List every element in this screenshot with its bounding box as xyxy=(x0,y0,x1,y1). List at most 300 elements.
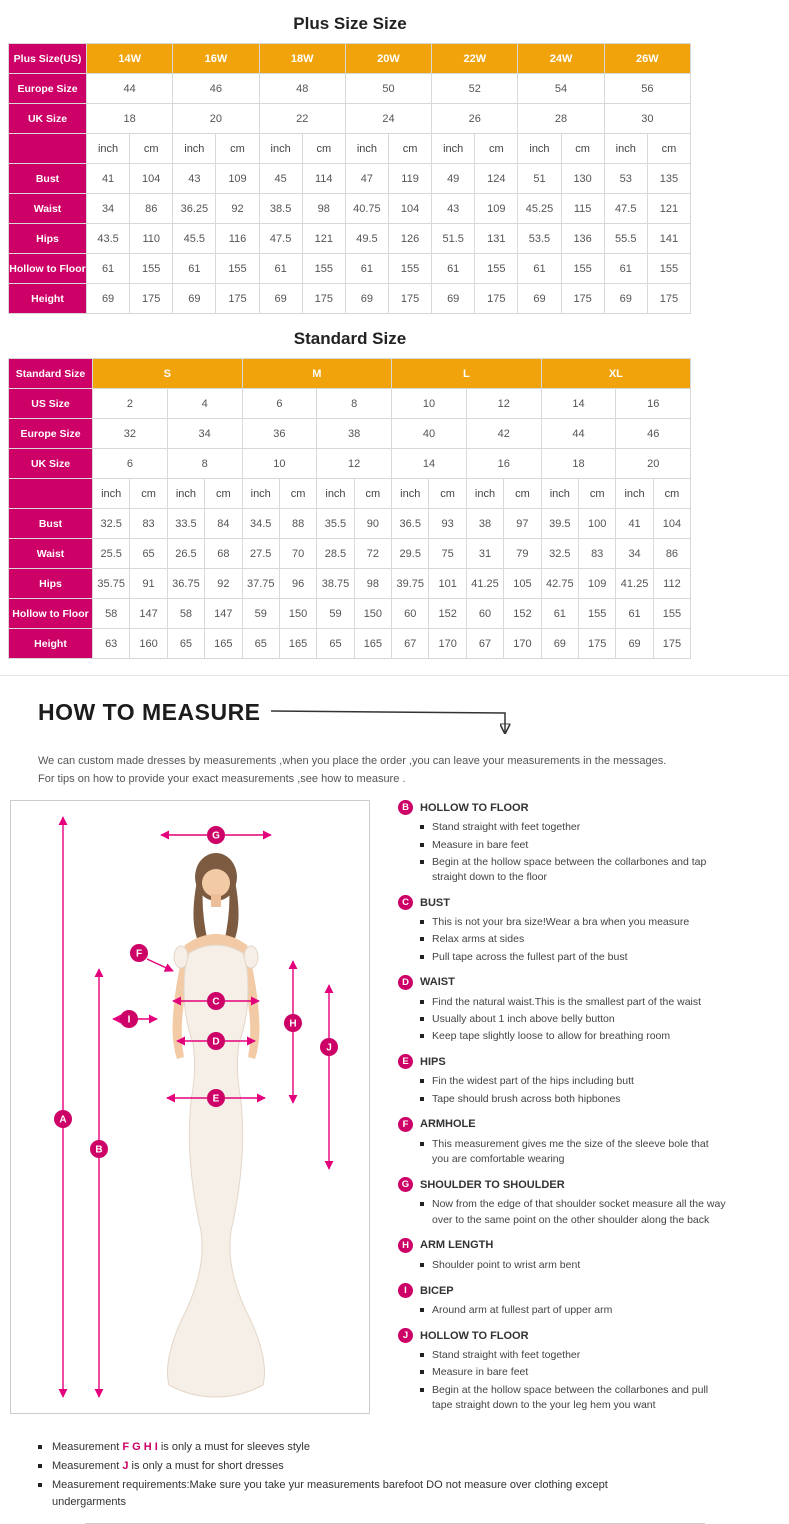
unit-cell: inch xyxy=(518,134,561,164)
value-cell: 49 xyxy=(432,164,475,194)
measurement-note: Measurement requirements:Make sure you take yur measurements barefoot DO not measure over clothing except undergarments xyxy=(38,1477,678,1511)
unit-cell: inch xyxy=(173,134,216,164)
value-cell: 150 xyxy=(354,599,391,629)
row-label-cell: Height xyxy=(9,629,93,659)
value-cell: 53 xyxy=(604,164,647,194)
model-illustration xyxy=(168,853,265,1397)
definition-bullet: Usually about 1 inch above belly button xyxy=(420,1012,728,1027)
badge-f xyxy=(130,944,148,962)
value-cell: 43 xyxy=(173,164,216,194)
unit-cell: cm xyxy=(653,479,690,509)
size-value-cell: 10 xyxy=(242,449,317,479)
row-label-cell: Hollow to Floor xyxy=(9,599,93,629)
svg-text:F: F xyxy=(135,948,143,960)
unit-cell: inch xyxy=(345,134,388,164)
value-cell: 58 xyxy=(93,599,130,629)
value-cell: 65 xyxy=(242,629,279,659)
size-group-header-row xyxy=(9,44,691,74)
unit-cell: cm xyxy=(579,479,616,509)
value-cell: 114 xyxy=(302,164,345,194)
value-cell: 53.5 xyxy=(518,224,561,254)
value-cell: 126 xyxy=(388,224,431,254)
unit-cell: cm xyxy=(561,134,604,164)
unit-cell: cm xyxy=(354,479,391,509)
badge-j xyxy=(320,1038,338,1056)
value-cell: 175 xyxy=(216,284,259,314)
value-cell: 175 xyxy=(130,284,173,314)
value-cell: 38.5 xyxy=(259,194,302,224)
value-cell: 69 xyxy=(87,284,130,314)
value-cell: 175 xyxy=(647,284,690,314)
value-cell: 110 xyxy=(130,224,173,254)
value-cell: 38.75 xyxy=(317,569,354,599)
unit-cell: inch xyxy=(604,134,647,164)
standard-size-table xyxy=(8,358,691,659)
size-value-cell: 50 xyxy=(345,74,431,104)
size-value-cell: 32 xyxy=(93,419,168,449)
row-label-cell xyxy=(9,479,93,509)
measurement-note: Measurement J is only a must for short dresses xyxy=(38,1458,678,1475)
value-cell: 90 xyxy=(354,509,391,539)
value-cell: 98 xyxy=(302,194,345,224)
size-header-cell: 18W xyxy=(259,44,345,74)
size-value-cell: 6 xyxy=(93,449,168,479)
svg-text:I: I xyxy=(127,1014,131,1026)
value-cell: 135 xyxy=(647,164,690,194)
size-row xyxy=(9,104,691,134)
value-cell: 61 xyxy=(87,254,130,284)
measurement-row xyxy=(9,224,691,254)
value-cell: 92 xyxy=(216,194,259,224)
definition-bullet: Keep tape slightly loose to allow for breathing room xyxy=(420,1029,728,1044)
definition-title: HOLLOW TO FLOOR xyxy=(420,1329,529,1342)
unit-cell: cm xyxy=(388,134,431,164)
value-cell: 61 xyxy=(616,599,653,629)
unit-cell: cm xyxy=(475,134,518,164)
value-cell: 28.5 xyxy=(317,539,354,569)
size-value-cell: 42 xyxy=(466,419,541,449)
value-cell: 36.25 xyxy=(173,194,216,224)
size-value-cell: 34 xyxy=(167,419,242,449)
unit-cell: inch xyxy=(616,479,653,509)
value-cell: 147 xyxy=(205,599,242,629)
unit-cell: cm xyxy=(279,479,316,509)
row-label-cell: UK Size xyxy=(9,104,87,134)
how-to-measure-title: HOW TO MEASURE xyxy=(38,699,261,725)
size-header-cell: 22W xyxy=(432,44,518,74)
value-cell: 42.75 xyxy=(541,569,578,599)
measurement-diagram-svg xyxy=(11,801,369,1413)
value-cell: 152 xyxy=(429,599,466,629)
size-header-cell: 26W xyxy=(604,44,690,74)
value-cell: 109 xyxy=(579,569,616,599)
size-value-cell: 8 xyxy=(317,389,392,419)
row-label-cell: Europe Size xyxy=(9,74,87,104)
letter-badge: J xyxy=(398,1328,413,1343)
measurement-row xyxy=(9,599,691,629)
unit-cell: cm xyxy=(429,479,466,509)
value-cell: 84 xyxy=(205,509,242,539)
measure-definition xyxy=(398,975,728,1045)
value-cell: 35.5 xyxy=(317,509,354,539)
unit-cell: inch xyxy=(392,479,429,509)
value-cell: 96 xyxy=(279,569,316,599)
size-value-cell: 56 xyxy=(604,74,690,104)
value-cell: 37.75 xyxy=(242,569,279,599)
value-cell: 61 xyxy=(173,254,216,284)
measure-definition xyxy=(398,1177,728,1227)
value-cell: 61 xyxy=(345,254,388,284)
value-cell: 69 xyxy=(541,629,578,659)
value-cell: 100 xyxy=(579,509,616,539)
value-cell: 79 xyxy=(504,539,541,569)
letter-badge: H xyxy=(398,1238,413,1253)
size-value-cell: 52 xyxy=(432,74,518,104)
size-header-cell: 24W xyxy=(518,44,604,74)
unit-cell: inch xyxy=(541,479,578,509)
value-cell: 109 xyxy=(216,164,259,194)
row-label-cell: Height xyxy=(9,284,87,314)
row-label-cell: Hips xyxy=(9,224,87,254)
value-cell: 47.5 xyxy=(604,194,647,224)
value-cell: 31 xyxy=(466,539,503,569)
svg-text:C: C xyxy=(212,996,220,1008)
badge-c xyxy=(207,992,225,1010)
definition-bullet: Measure in bare feet xyxy=(420,1365,728,1380)
svg-text:A: A xyxy=(59,1114,67,1126)
value-cell: 72 xyxy=(354,539,391,569)
measurement-diagram xyxy=(10,800,370,1414)
unit-cell: inch xyxy=(432,134,475,164)
measurement-row xyxy=(9,539,691,569)
row-label-cell: Waist xyxy=(9,194,87,224)
value-cell: 61 xyxy=(541,599,578,629)
definition-bullet: Tape should brush across both hipbones xyxy=(420,1092,728,1107)
definition-bullet: Pull tape across the fullest part of the bust xyxy=(420,950,728,965)
size-header-cell: 14W xyxy=(87,44,173,74)
value-cell: 104 xyxy=(653,509,690,539)
badge-e xyxy=(207,1089,225,1107)
unit-cell: cm xyxy=(504,479,541,509)
value-cell: 170 xyxy=(429,629,466,659)
value-cell: 175 xyxy=(579,629,616,659)
size-value-cell: 54 xyxy=(518,74,604,104)
note-accent-letters: F G H I xyxy=(122,1441,158,1454)
intro-line-2: For tips on how to provide your exact measurements ,see how to measure . xyxy=(38,773,406,786)
badge-b xyxy=(90,1140,108,1158)
unit-cell: cm xyxy=(205,479,242,509)
value-cell: 175 xyxy=(653,629,690,659)
measure-intro xyxy=(0,752,789,788)
value-cell: 165 xyxy=(354,629,391,659)
definition-bullet: Fin the widest part of the hips including butt xyxy=(420,1074,728,1089)
value-cell: 34 xyxy=(616,539,653,569)
unit-cell: inch xyxy=(87,134,130,164)
size-value-cell: 46 xyxy=(616,419,691,449)
size-value-cell: 22 xyxy=(259,104,345,134)
value-cell: 98 xyxy=(354,569,391,599)
definition-title: ARM LENGTH xyxy=(420,1239,494,1252)
size-row xyxy=(9,389,691,419)
value-cell: 61 xyxy=(259,254,302,284)
definition-bullet: Around arm at fullest part of upper arm xyxy=(420,1303,728,1318)
unit-row xyxy=(9,479,691,509)
value-cell: 121 xyxy=(302,224,345,254)
badge-i xyxy=(120,1010,138,1028)
svg-text:G: G xyxy=(212,830,220,842)
svg-text:H: H xyxy=(289,1018,297,1030)
value-cell: 116 xyxy=(216,224,259,254)
unit-cell: inch xyxy=(242,479,279,509)
value-cell: 160 xyxy=(130,629,167,659)
pointer-arrow-icon xyxy=(269,702,525,742)
size-value-cell: 26 xyxy=(432,104,518,134)
value-cell: 136 xyxy=(561,224,604,254)
value-cell: 49.5 xyxy=(345,224,388,254)
value-cell: 175 xyxy=(302,284,345,314)
size-header-cell: 20W xyxy=(345,44,431,74)
value-cell: 59 xyxy=(317,599,354,629)
value-cell: 60 xyxy=(466,599,503,629)
value-cell: 33.5 xyxy=(167,509,204,539)
value-cell: 119 xyxy=(388,164,431,194)
size-row xyxy=(9,449,691,479)
value-cell: 97 xyxy=(504,509,541,539)
unit-cell: cm xyxy=(647,134,690,164)
value-cell: 141 xyxy=(647,224,690,254)
size-value-cell: 40 xyxy=(392,419,467,449)
size-value-cell: 20 xyxy=(173,104,259,134)
size-value-cell: 14 xyxy=(392,449,467,479)
size-header-cell: 16W xyxy=(173,44,259,74)
header-label-cell: Standard Size xyxy=(9,359,93,389)
plus-size-table xyxy=(8,43,691,314)
value-cell: 155 xyxy=(561,254,604,284)
value-cell: 155 xyxy=(475,254,518,284)
value-cell: 41 xyxy=(616,509,653,539)
definition-title: BUST xyxy=(420,896,450,909)
size-value-cell: 6 xyxy=(242,389,317,419)
value-cell: 165 xyxy=(205,629,242,659)
value-cell: 130 xyxy=(561,164,604,194)
value-cell: 67 xyxy=(392,629,429,659)
standard-size-title: Standard Size xyxy=(293,329,407,348)
size-value-cell: 16 xyxy=(616,389,691,419)
letter-badge: E xyxy=(398,1054,413,1069)
value-cell: 55.5 xyxy=(604,224,647,254)
definition-title: SHOULDER TO SHOULDER xyxy=(420,1178,565,1191)
value-cell: 165 xyxy=(279,629,316,659)
value-cell: 45.5 xyxy=(173,224,216,254)
value-cell: 69 xyxy=(616,629,653,659)
value-cell: 39.75 xyxy=(392,569,429,599)
value-cell: 104 xyxy=(130,164,173,194)
unit-cell: cm xyxy=(130,479,167,509)
row-label-cell: Hollow to Floor xyxy=(9,254,87,284)
how-to-measure-section xyxy=(0,675,789,1524)
value-cell: 51.5 xyxy=(432,224,475,254)
header-label-cell: Plus Size(US) xyxy=(9,44,87,74)
measurement-note: Measurement F G H I is only a must for sleeves style xyxy=(38,1439,678,1456)
value-cell: 150 xyxy=(279,599,316,629)
unit-cell: inch xyxy=(259,134,302,164)
value-cell: 34 xyxy=(87,194,130,224)
value-cell: 34.5 xyxy=(242,509,279,539)
unit-cell: cm xyxy=(302,134,345,164)
letter-badge: B xyxy=(398,800,413,815)
measurement-row xyxy=(9,569,691,599)
value-cell: 83 xyxy=(579,539,616,569)
value-cell: 69 xyxy=(345,284,388,314)
value-cell: 32.5 xyxy=(541,539,578,569)
value-cell: 27.5 xyxy=(242,539,279,569)
value-cell: 69 xyxy=(432,284,475,314)
value-cell: 155 xyxy=(302,254,345,284)
definition-bullet: This is not your bra size!Wear a bra when you measure xyxy=(420,915,728,930)
size-value-cell: 2 xyxy=(93,389,168,419)
size-value-cell: 44 xyxy=(541,419,616,449)
value-cell: 124 xyxy=(475,164,518,194)
unit-cell: inch xyxy=(93,479,130,509)
value-cell: 92 xyxy=(205,569,242,599)
badge-a xyxy=(54,1110,72,1128)
svg-text:E: E xyxy=(212,1093,220,1105)
size-header-cell: XL xyxy=(541,359,691,389)
value-cell: 65 xyxy=(167,629,204,659)
value-cell: 70 xyxy=(279,539,316,569)
value-cell: 93 xyxy=(429,509,466,539)
badge-h xyxy=(284,1014,302,1032)
letter-badge: F xyxy=(398,1117,413,1132)
definition-title: ARMHOLE xyxy=(420,1118,476,1131)
measure-definition xyxy=(398,895,728,965)
value-cell: 68 xyxy=(205,539,242,569)
measure-definition xyxy=(398,800,728,885)
value-cell: 155 xyxy=(388,254,431,284)
value-cell: 45.25 xyxy=(518,194,561,224)
definition-bullet: Measure in bare feet xyxy=(420,838,728,853)
definition-bullet: Relax arms at sides xyxy=(420,932,728,947)
measure-definition xyxy=(398,1054,728,1106)
value-cell: 61 xyxy=(432,254,475,284)
row-label-cell: Waist xyxy=(9,539,93,569)
value-cell: 32.5 xyxy=(93,509,130,539)
size-value-cell: 38 xyxy=(317,419,392,449)
size-value-cell: 14 xyxy=(541,389,616,419)
size-row xyxy=(9,419,691,449)
value-cell: 41 xyxy=(87,164,130,194)
definition-bullet: Stand straight with feet together xyxy=(420,820,728,835)
value-cell: 25.5 xyxy=(93,539,130,569)
letter-badge: D xyxy=(398,975,413,990)
value-cell: 170 xyxy=(504,629,541,659)
value-cell: 29.5 xyxy=(392,539,429,569)
value-cell: 60 xyxy=(392,599,429,629)
value-cell: 112 xyxy=(653,569,690,599)
definition-bullet: Find the natural waist.This is the smallest part of the waist xyxy=(420,995,728,1010)
measure-definition xyxy=(398,1328,728,1413)
value-cell: 61 xyxy=(518,254,561,284)
measure-definition xyxy=(398,1283,728,1318)
size-value-cell: 16 xyxy=(466,449,541,479)
value-cell: 41.25 xyxy=(616,569,653,599)
measure-definition xyxy=(398,1117,728,1167)
size-value-cell: 12 xyxy=(466,389,541,419)
letter-badge: C xyxy=(398,895,413,910)
value-cell: 155 xyxy=(653,599,690,629)
value-cell: 39.5 xyxy=(541,509,578,539)
size-value-cell: 10 xyxy=(392,389,467,419)
value-cell: 83 xyxy=(130,509,167,539)
size-value-cell: 4 xyxy=(167,389,242,419)
value-cell: 65 xyxy=(130,539,167,569)
badge-g xyxy=(207,826,225,844)
row-label-cell: UK Size xyxy=(9,449,93,479)
letter-badge: G xyxy=(398,1177,413,1192)
value-cell: 43 xyxy=(432,194,475,224)
measurement-row xyxy=(9,164,691,194)
measurement-row xyxy=(9,284,691,314)
unit-cell: inch xyxy=(466,479,503,509)
value-cell: 36.5 xyxy=(392,509,429,539)
value-cell: 131 xyxy=(475,224,518,254)
size-value-cell: 12 xyxy=(317,449,392,479)
unit-cell: inch xyxy=(317,479,354,509)
size-header-cell: M xyxy=(242,359,392,389)
size-value-cell: 30 xyxy=(604,104,690,134)
value-cell: 47.5 xyxy=(259,224,302,254)
definition-bullet: Now from the edge of that shoulder socket measure all the way over to the same point on the other shoulder along the back xyxy=(420,1197,728,1227)
value-cell: 109 xyxy=(475,194,518,224)
value-cell: 43.5 xyxy=(87,224,130,254)
size-value-cell: 48 xyxy=(259,74,345,104)
value-cell: 152 xyxy=(504,599,541,629)
value-cell: 65 xyxy=(317,629,354,659)
value-cell: 175 xyxy=(475,284,518,314)
value-cell: 67 xyxy=(466,629,503,659)
badge-d xyxy=(207,1032,225,1050)
value-cell: 47 xyxy=(345,164,388,194)
value-cell: 35.75 xyxy=(93,569,130,599)
measurement-definitions xyxy=(398,800,728,1423)
row-label-cell: Bust xyxy=(9,509,93,539)
size-value-cell: 18 xyxy=(541,449,616,479)
size-row xyxy=(9,74,691,104)
value-cell: 36.75 xyxy=(167,569,204,599)
definition-title: HIPS xyxy=(420,1055,446,1068)
size-value-cell: 46 xyxy=(173,74,259,104)
value-cell: 26.5 xyxy=(167,539,204,569)
size-value-cell: 8 xyxy=(167,449,242,479)
size-header-cell: L xyxy=(392,359,542,389)
size-value-cell: 36 xyxy=(242,419,317,449)
value-cell: 45 xyxy=(259,164,302,194)
definition-bullet: Begin at the hollow space between the collarbones and tap straight down to the floor xyxy=(420,855,728,885)
value-cell: 147 xyxy=(130,599,167,629)
value-cell: 69 xyxy=(518,284,561,314)
note-accent-letters: J xyxy=(122,1460,129,1473)
value-cell: 91 xyxy=(130,569,167,599)
size-group-header-row xyxy=(9,359,691,389)
value-cell: 155 xyxy=(647,254,690,284)
size-value-cell: 20 xyxy=(616,449,691,479)
value-cell: 155 xyxy=(216,254,259,284)
unit-row xyxy=(9,134,691,164)
definition-bullet: This measurement gives me the size of the sleeve bole that you are comfortable wearing xyxy=(420,1137,728,1167)
measurement-notes xyxy=(38,1439,678,1511)
value-cell: 101 xyxy=(429,569,466,599)
value-cell: 69 xyxy=(259,284,302,314)
